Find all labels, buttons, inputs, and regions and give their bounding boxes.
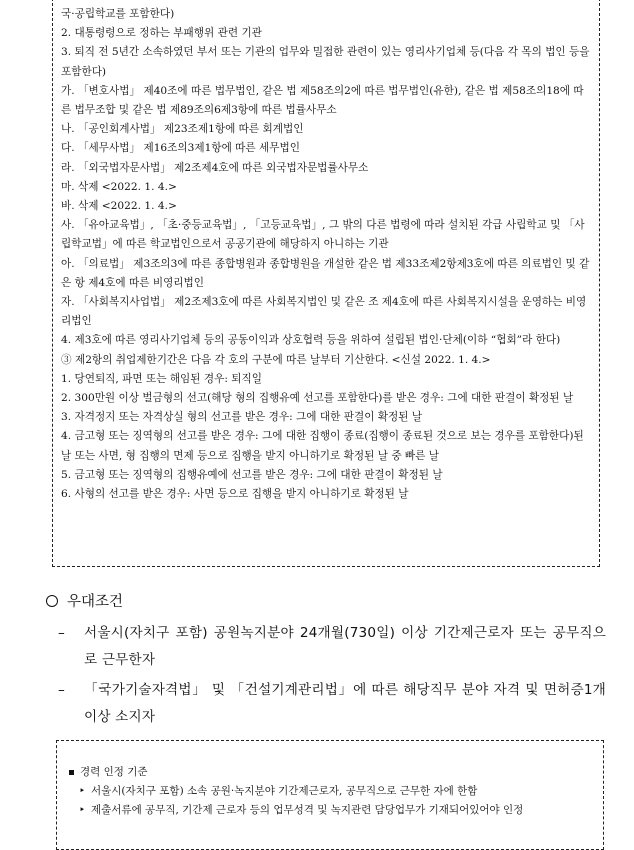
arrow-bullet-icon: ‣ [79, 785, 86, 797]
reg-line: 자. 「사회복지사업법」 제2조제3호에 따른 사회복지법인 및 같은 조 제4호에 따른 사회복지시설을 운영하는 비영리법인 [61, 296, 587, 328]
list-item-text: 서울시(자치구 포함) 공원녹지분야 24개월(730일) 이상 기간제근로자 또는 공무직으로 근무한자 [84, 625, 606, 668]
reg-line: 4. 제3호에 따른 영리사기업체 등의 공동이익과 상호협력 등을 위하여 설립된 법인·단체(이하 “협회”라 한다) [61, 334, 561, 347]
reg-line: 6. 사형의 선고를 받은 경우: 사면 등으로 집행을 받지 아니하기로 확정된 날 [61, 488, 409, 501]
dash-bullet: – [58, 625, 65, 641]
square-bullet-icon [69, 770, 74, 775]
list-item-text: 「국가기술자격법」 및 「건설기계관리법」에 따른 해당직무 분야 자격 및 면허증1개 이상 소지자 [84, 682, 606, 725]
reg-line: 바. 삭제 <2022. 1. 4.> [61, 200, 177, 213]
reg-line: 라. 「외국법자문사법」 제2조제4호에 따른 외국법자문법률사무소 [61, 161, 369, 174]
reg-line: 마. 삭제 <2022. 1. 4.> [61, 180, 177, 193]
reg-line: ③ 제2항의 취업제한기간은 다음 각 호의 구분에 따른 날부터 기산한다. <신설 2022. 1. 4.> [61, 353, 491, 366]
criteria-heading [69, 763, 595, 782]
reg-line: 다. 「세무사법」 제16조의3제1항에 따른 세무법인 [61, 142, 300, 155]
reg-line: 2. 300만원 이상 벌금형의 선고(해당 형의 집행유예 선고를 포함한다)를 받은 경우: 그에 대한 판결이 확정된 날 [61, 392, 574, 405]
reg-line: 3. 자격정지 또는 자격상실 형의 선고를 받은 경우: 그에 대한 판결이 확정된 날 [61, 411, 423, 424]
preference-list [58, 620, 606, 734]
reg-line: 가. 「변호사법」 제40조에 따른 법무법인, 같은 법 제58조의2에 따른 법무법인(유한), 같은 법 제58조의18에 따른 법무조합 및 같은 법 제89조의6제3항에 따른 법률사무소 [61, 84, 584, 117]
criteria-item [69, 782, 595, 801]
reg-line: 아. 「의료법」 제3조의3에 따른 종합병원과 종합병원을 개설한 같은 법 제33조제2항제3호에 따른 의료법인 및 같은 항 제4호에 따른 비영리법인 [61, 257, 590, 289]
reg-line: 3. 퇴직 전 5년간 소속하였던 부서 또는 기관의 업무와 밀접한 관련이 있는 영리사기업체 등(다음 각 목의 법인 등을 포함한다) [61, 46, 593, 78]
list-item [58, 677, 606, 731]
reg-line: 5. 금고형 또는 징역형의 집행유예에 선고를 받은 경우: 그에 대한 판결이 확정된 날 [61, 468, 443, 481]
reg-line: 1. 당연퇴직, 파면 또는 해임된 경우: 퇴직일 [61, 372, 262, 385]
reg-line: 사. 「유아교육법」, 「초·중등교육법」, 「고등교육법」, 그 밖의 다른 법령에 따라 설치된 각급 사립학교 및 「사립학교법」에 따른 학교법인으로서 공공기관에 해당하지 아니하는 기관 [61, 219, 585, 251]
arrow-bullet-icon: ‣ [79, 804, 86, 816]
circle-bullet-icon [46, 595, 58, 607]
section-title: 우대조건 [67, 594, 124, 610]
dash-bullet: – [58, 682, 65, 698]
list-item [58, 620, 606, 674]
reg-line: 나. 「공인회계사법」 제23조제1항에 따른 회계법인 [61, 123, 304, 136]
criteria-item [69, 801, 595, 820]
section-heading [46, 590, 123, 611]
criteria-heading-text: 경력 인정 기준 [80, 766, 148, 778]
reg-line: 2. 대통령령으로 정하는 부패행위 관련 기관 [61, 27, 262, 40]
criteria-item-text: 제출서류에 공무직, 기간제 근로자 등의 업무성격 및 녹지관련 담당업무가 기재되어있어야 인정 [91, 804, 524, 816]
regulation-text-box [52, 0, 600, 567]
experience-criteria-box [56, 740, 604, 850]
reg-line: 4. 금고형 또는 징역형의 선고를 받은 경우: 그에 대한 집행이 종료(집행이 종료된 것으로 보는 경우를 포함한다)된 날 또는 사면, 형 집행의 면제 등으로 집행을 받지 아니하기로 확정된 날 중 빠른 날 [61, 430, 588, 462]
reg-line: 국·공립학교를 포함한다) [61, 8, 175, 20]
criteria-item-text: 서울시(자치구 포함) 소속 공원·녹지분야 기간제근로자, 공무직으로 근무한 자에 한함 [91, 785, 478, 797]
